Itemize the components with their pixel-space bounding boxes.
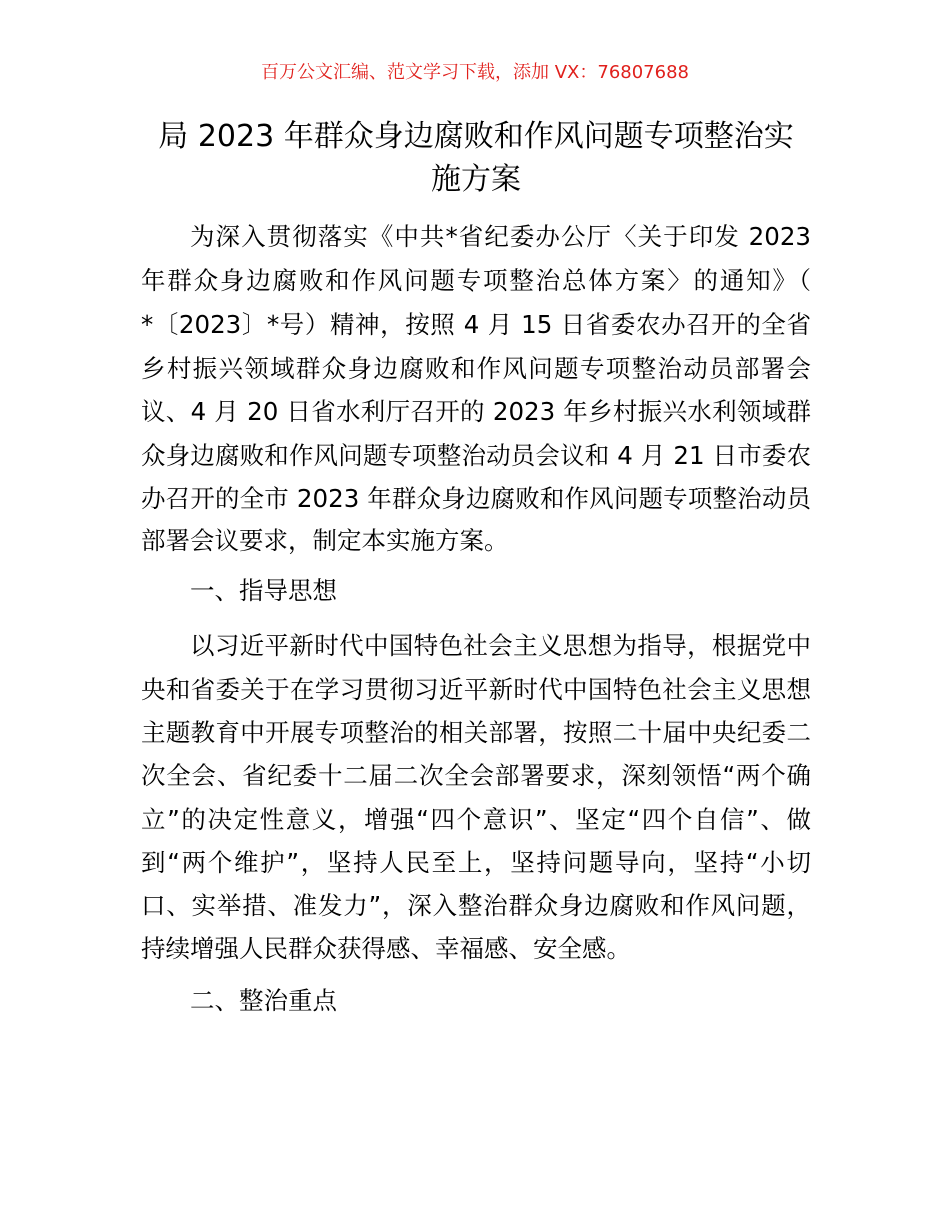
watermark-banner: 百万公文汇编、范文学习下载，添加 VX：76807688 [261,62,689,83]
text-line: 部署会议要求，制定本实施方案。 [141,526,509,555]
section-heading-guiding-thought: 一、指导思想 [190,576,337,605]
document-title-line-2: 施方案 [431,162,521,197]
text-line: 为深入贯彻落实《中共*省纪委办公厅〈关于印发 2023 [190,222,811,251]
text-line: 口、实举措、准发力”，深入整治群众身边腐败和作风问题， [141,891,811,920]
text-line: 办召开的全市 2023 年群众身边腐败和作风问题专项整治动员 [141,484,811,513]
text-line: 以习近平新时代中国特色社会主义思想为指导，根据党中 [190,631,811,660]
text-line: 乡村振兴领域群众身边腐败和作风问题专项整治动员部署会 [141,354,811,383]
text-line: *〔2023〕*号）精神，按照 4 月 15 日省委农办召开的全省 [141,310,811,339]
text-line: 众身边腐败和作风问题专项整治动员会议和 4 月 21 日市委农 [141,441,811,470]
text-line: 持续增强人民群众获得感、幸福感、安全感。 [141,934,631,963]
text-line: 主题教育中开展专项整治的相关部署，按照二十届中央纪委二 [141,718,811,747]
text-line: 年群众身边腐败和作风问题专项整治总体方案〉的通知》（ [141,266,811,295]
text-line: 次全会、省纪委十二届二次全会部署要求，深刻领悟“两个确 [141,761,811,790]
section-heading-key-focus: 二、整治重点 [190,986,337,1015]
text-line: 央和省委关于在学习贯彻习近平新时代中国特色社会主义思想 [141,675,811,704]
text-line: 立”的决定性意义，增强“四个意识”、坚定“四个自信”、做 [141,805,811,834]
text-line: 到“两个维护”，坚持人民至上，坚持问题导向，坚持“小切 [141,848,811,877]
document-title-line-1: 局 2023 年群众身边腐败和作风问题专项整治实 [158,119,794,154]
text-line: 议、4 月 20 日省水利厅召开的 2023 年乡村振兴水利领域群 [141,397,811,426]
